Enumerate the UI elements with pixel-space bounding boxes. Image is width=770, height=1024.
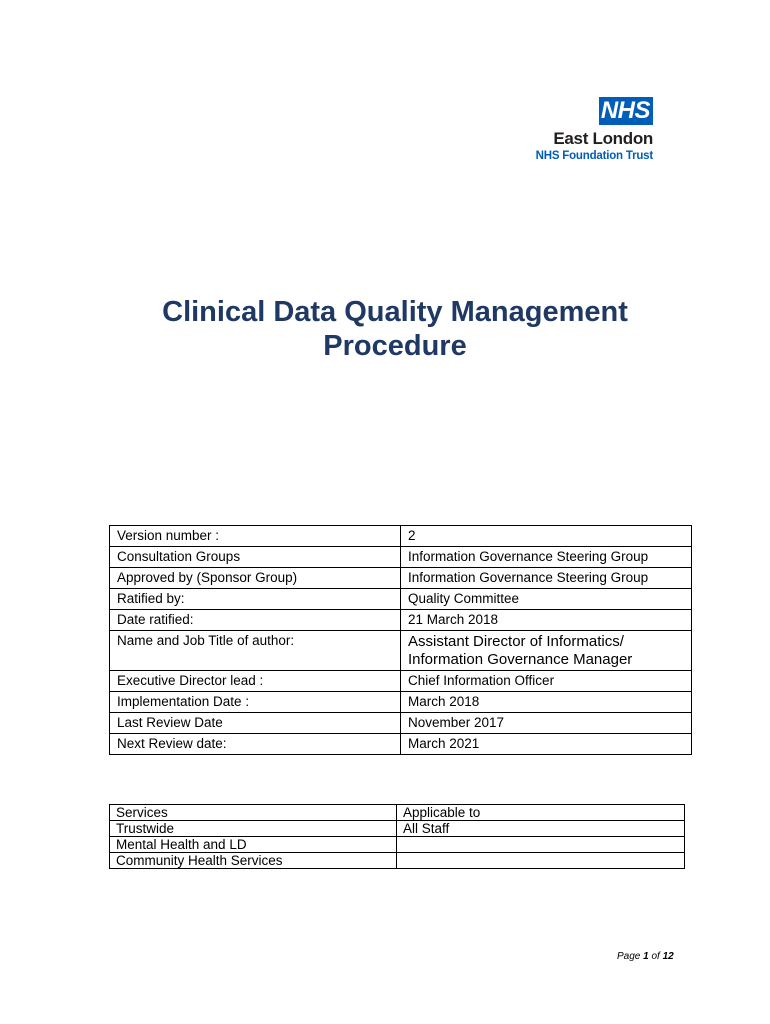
details-value: 21 March 2018 [401, 610, 692, 631]
service-name: Trustwide [110, 821, 397, 837]
service-applicable: All Staff [397, 821, 685, 837]
table-row [110, 734, 692, 755]
table-row [110, 631, 692, 671]
document-title [0, 295, 770, 363]
logo-trust-name: NHS Foundation Trust [535, 150, 653, 162]
details-value: 2 [401, 526, 692, 547]
details-value: November 2017 [401, 713, 692, 734]
nhs-logo [528, 97, 653, 163]
table-row [110, 837, 685, 853]
details-label: Next Review date: [110, 734, 401, 755]
details-label: Name and Job Title of author: [110, 631, 401, 671]
nhs-badge: NHS [599, 97, 653, 125]
details-label: Executive Director lead : [110, 671, 401, 692]
page-word: Page [617, 951, 641, 962]
details-value: Information Governance Steering Group [401, 547, 692, 568]
details-value: Chief Information Officer [401, 671, 692, 692]
details-label: Date ratified: [110, 610, 401, 631]
details-label: Last Review Date [110, 713, 401, 734]
details-value: Quality Committee [401, 589, 692, 610]
title-line-2: Procedure [323, 330, 467, 362]
author-title-line-2: Information Governance Manager [408, 651, 633, 668]
service-name: Community Health Services [110, 853, 397, 869]
details-value: March 2021 [401, 734, 692, 755]
details-label: Approved by (Sponsor Group) [110, 568, 401, 589]
author-title-line-1: Assistant Director of Informatics/ [408, 633, 624, 650]
table-header-row [110, 805, 685, 821]
table-row [110, 713, 692, 734]
of-word: of [651, 951, 660, 962]
table-row [110, 568, 692, 589]
details-label: Ratified by: [110, 589, 401, 610]
column-header: Services [110, 805, 397, 821]
details-value: Information Governance Steering Group [401, 568, 692, 589]
services-table [109, 804, 685, 869]
table-row [110, 821, 685, 837]
column-header: Applicable to [397, 805, 685, 821]
details-label: Consultation Groups [110, 547, 401, 568]
table-row [110, 671, 692, 692]
table-row [110, 610, 692, 631]
table-row [110, 692, 692, 713]
details-label: Implementation Date : [110, 692, 401, 713]
service-applicable [397, 837, 685, 853]
current-page: 1 [643, 951, 649, 962]
page-number-footer [617, 951, 674, 962]
details-value: March 2018 [401, 692, 692, 713]
service-applicable [397, 853, 685, 869]
table-row [110, 547, 692, 568]
table-row [110, 526, 692, 547]
service-name: Mental Health and LD [110, 837, 397, 853]
table-row [110, 853, 685, 869]
document-details-table [109, 525, 692, 755]
title-line-1: Clinical Data Quality Management [162, 296, 628, 328]
details-value [401, 631, 692, 671]
logo-organisation-name: East London [553, 129, 653, 148]
total-pages: 12 [662, 951, 674, 962]
table-row [110, 589, 692, 610]
details-label: Version number : [110, 526, 401, 547]
